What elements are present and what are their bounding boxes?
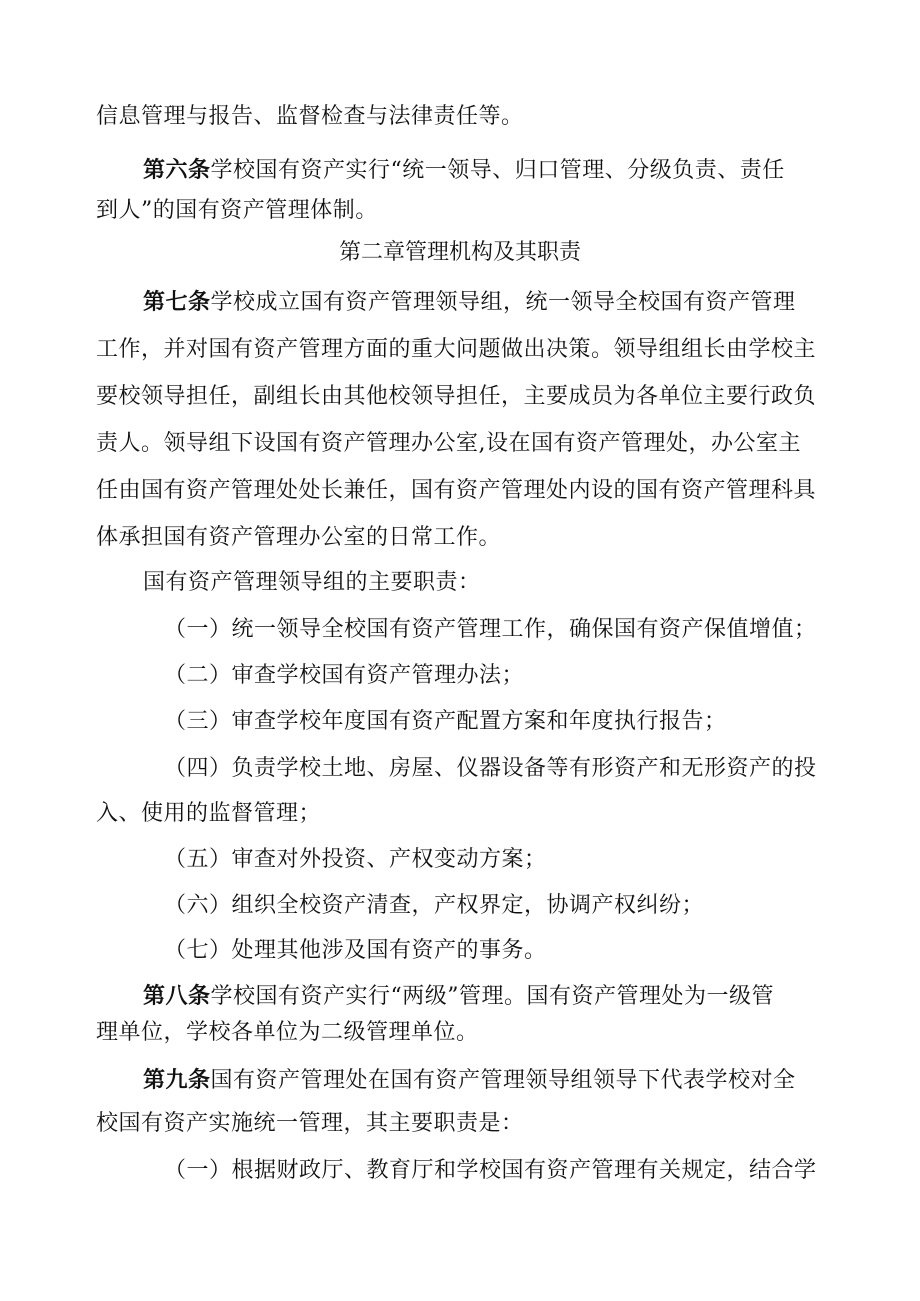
list-item: （六）组织全校资产清查，产权界定，协调产权纠纷； (164, 893, 705, 918)
text-line: 体承担国有资产管理办公室的日常工作。 (96, 525, 502, 550)
article-9-text: 国有资产管理处在国有资产管理领导组领导下代表学校对全 (210, 1068, 796, 1093)
text-line: 工作，并对国有资产管理方面的重大问题做出决策。领导组组长由学校主 (96, 337, 817, 362)
text-line: 要校领导担任，副组长由其他校领导担任，主要成员为各单位主要行政负 (96, 384, 817, 409)
article-8-text: 学校国有资产实行“两级”管理。国有资产管理处为一级管 (210, 984, 775, 1009)
list-item: （二）审查学校国有资产管理办法； (164, 663, 525, 688)
article-8 (143, 982, 774, 1012)
article-9 (143, 1066, 796, 1096)
article-9-title: 第九条 (143, 1068, 211, 1093)
article-7-title: 第七条 (143, 290, 211, 315)
text-line: 到人”的国有资产管理体制。 (96, 198, 378, 223)
article-6-title: 第六条 (143, 158, 211, 183)
list-item: （三）审查学校年度国有资产配置方案和年度执行报告； (164, 709, 727, 734)
text-line: 任由国有资产管理处处长兼任，国有资产管理处内设的国有资产管理科具 (96, 478, 817, 503)
list-item: （七）处理其他涉及国有资产的事务。 (164, 938, 547, 963)
list-item: （四）负责学校土地、房屋、仪器设备等有形资产和无形资产的投 (164, 756, 817, 781)
text-line: 入、使用的监督管理； (96, 801, 322, 826)
article-6 (143, 156, 785, 186)
article-7 (143, 288, 796, 318)
text-line: 理单位，学校各单位为二级管理单位。 (96, 1020, 479, 1045)
chapter-heading: 第二章管理机构及其职责 (338, 240, 581, 265)
list-item: （一）根据财政厅、教育厅和学校国有资产管理有关规定，结合学 (164, 1158, 817, 1183)
list-item: （一）统一领导全校国有资产管理工作，确保国有资产保值增值； (164, 617, 817, 642)
list-item: （五）审查对外投资、产权变动方案； (164, 847, 547, 872)
text-line: 责人。领导组下设国有资产管理办公室,设在国有资产管理处，办公室主 (96, 431, 801, 456)
article-6-text: 学校国有资产实行“统一领导、归口管理、分级负责、责任 (210, 158, 785, 183)
article-8-title: 第八条 (143, 984, 211, 1009)
text-line: 校国有资产实施统一管理，其主要职责是： (96, 1111, 524, 1136)
article-7-text: 学校成立国有资产管理领导组，统一领导全校国有资产管理 (210, 290, 796, 315)
text-line: 信息管理与报告、监督检查与法律责任等。 (96, 104, 524, 129)
duties-intro: 国有资产管理领导组的主要职责： (143, 570, 481, 595)
